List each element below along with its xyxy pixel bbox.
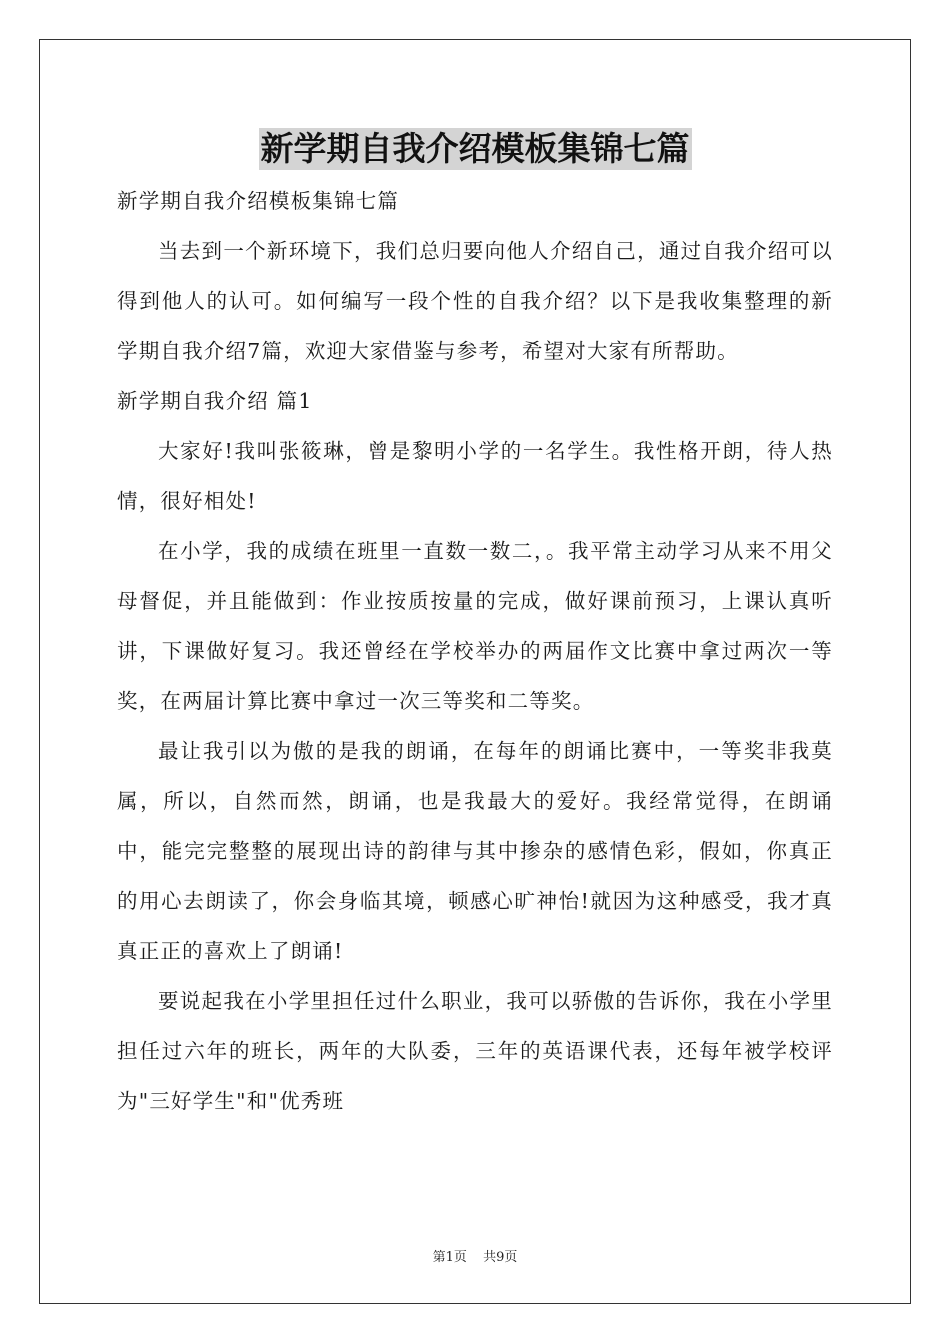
body-paragraph: 在小学，我的成绩在班里一直数一数二，。我平常主动学习从来不用父母督促，并且能做到：作业按质按量的完成，做好课前预习，上课认真听讲，下课做好复习。我还曾经在学校举办的两届作文比赛中拿过两次一等奖，在两届计算比赛中拿过一次三等奖和二等奖。 [117,539,833,713]
section-heading: 新学期自我介绍 篇1 [117,389,313,413]
page-number: 第1页 [432,1250,467,1265]
body-paragraph: 要说起我在小学里担任过什么职业，我可以骄傲的告诉你，我在小学里担任过六年的班长，两年的大队委，三年的英语课代表，还每年被学校评为"三好学生"和"优秀班 [117,989,833,1113]
body-paragraph: 最让我引以为傲的是我的朗诵，在每年的朗诵比赛中，一等奖非我莫属，所以，自然而然，朗诵，也是我最大的爱好。我经常觉得，在朗诵中，能完完整整的展现出诗的韵律与其中掺杂的感情色彩，假如，你真正的用心去朗读了，你会身临其境，顿感心旷神怡!就因为这种感受，我才真真正正的喜欢上了朗诵! [117,739,833,963]
body-paragraph: 大家好!我叫张筱琳，曾是黎明小学的一名学生。我性格开朗，待人热情，很好相处! [117,439,833,513]
intro-paragraph: 当去到一个新环境下，我们总归要向他人介绍自己，通过自我介绍可以得到他人的认可。如何编写一段个性的自我介绍？以下是我收集整理的新学期自我介绍7篇，欢迎大家借鉴与参考，希望对大家有所帮助。 [117,239,833,363]
document-body [117,176,833,1126]
title-container [0,128,950,170]
document-title: 新学期自我介绍模板集锦七篇 [260,129,690,168]
page-footer [0,1246,950,1265]
page-total: 共9页 [483,1250,518,1265]
document-subtitle: 新学期自我介绍模板集锦七篇 [117,189,400,213]
